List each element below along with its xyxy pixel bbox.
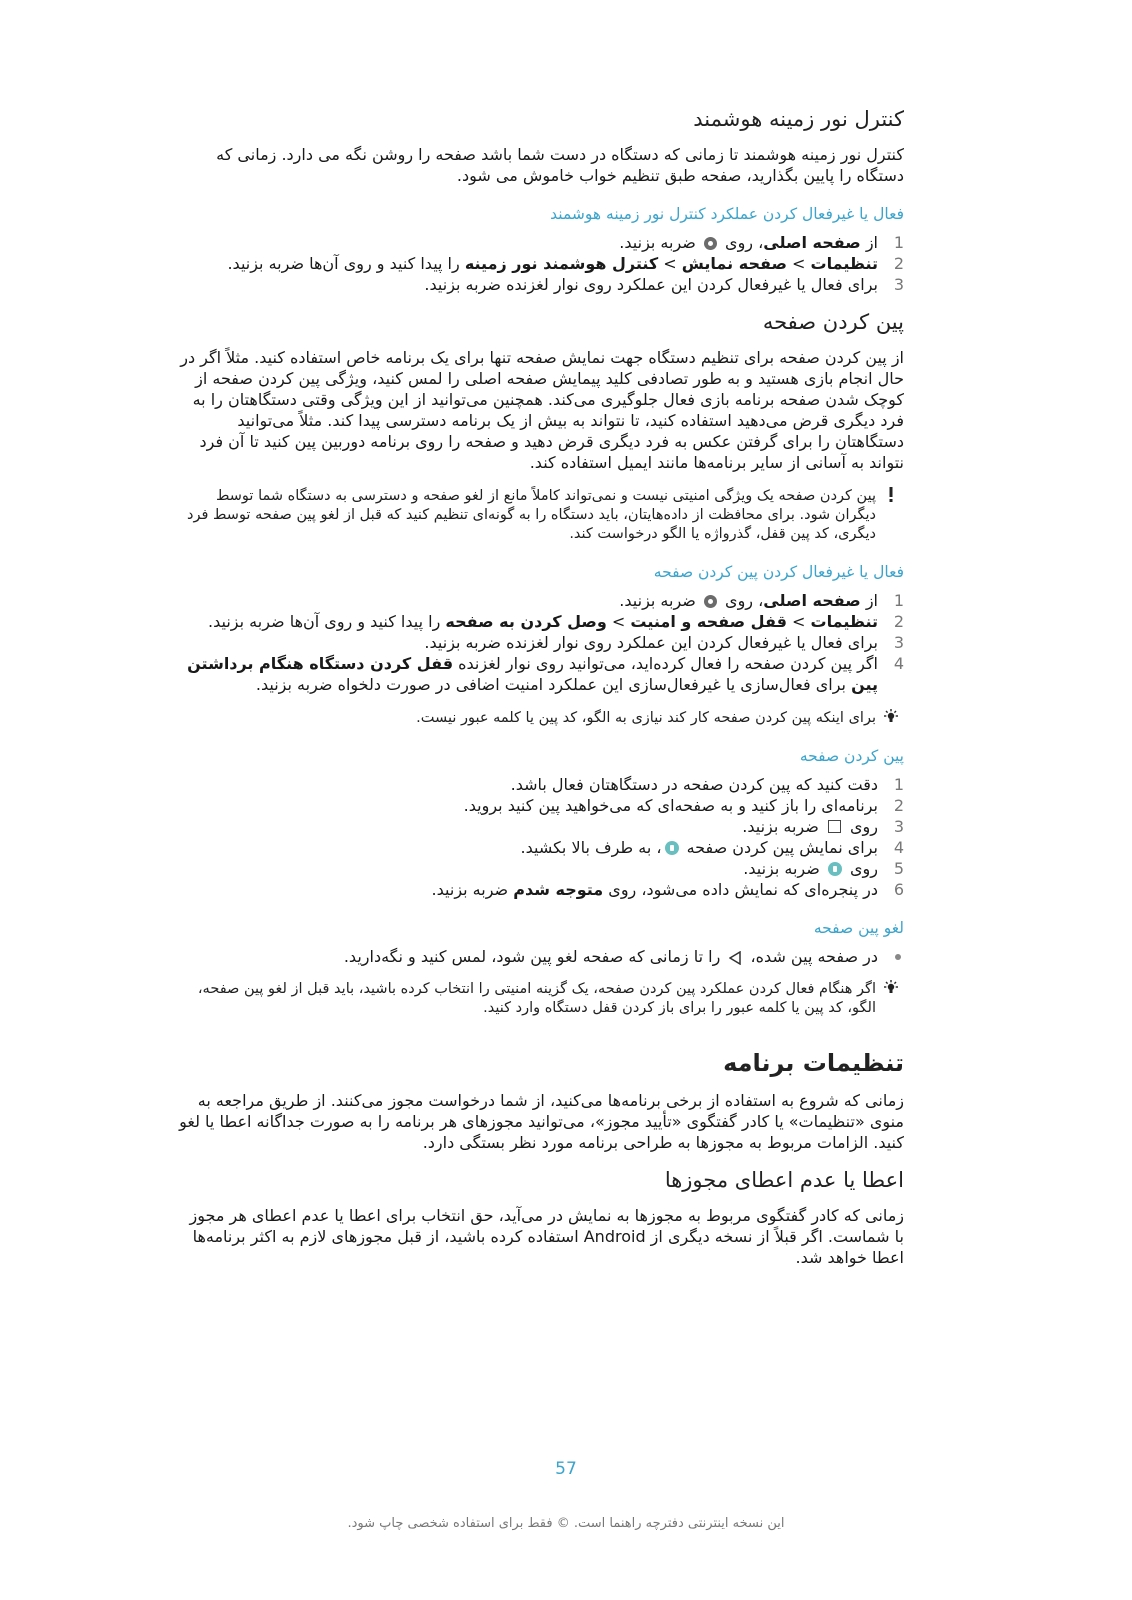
subheading-toggle-screen-pinning: فعال یا غیرفعال کردن پین کردن صفحه: [653, 563, 904, 581]
section-title-screen-pinning: پین کردن صفحه: [762, 310, 904, 334]
pin-icon: [665, 841, 679, 855]
back-triangle-icon: [729, 949, 741, 970]
tip-note: برای اینکه پین کردن صفحه کار کند نیازی به الگو، کد پین یا کلمه عبور نیست.: [179, 709, 904, 728]
list-item: 1 دقت کنید که پین کردن صفحه در دستگاهتان فعال باشد.: [510, 775, 904, 794]
list-item: 1 از صفحه اصلی، روی ضربه بزنید.: [619, 591, 904, 610]
bullet-dot: [895, 954, 901, 960]
pin-icon: [828, 862, 842, 876]
page-number: 57: [555, 1459, 577, 1479]
lightbulb-icon: [882, 980, 900, 999]
list-item: 4 برای نمایش پین کردن صفحه ، به طرف بالا بکشید.: [520, 838, 904, 857]
list-item: 3 برای فعال یا غیرفعال کردن این عملکرد روی نوار لغزنده ضربه بزنید.: [424, 633, 904, 652]
warning-note: پین کردن صفحه یک ویژگی امنیتی نیست و نمی‌تواند کاملاً مانع از لغو صفحه و دسترسی به دستگاه شما توسط دیگران شود. برای محافظت از داده‌هایتان، باید دستگاه را به گونه‌ای تنظیم کنید که قبل از لغو پین صفحه توسط فرد دیگری، کد پین قفل، گذرواژه یا الگو درخواست کند.: [179, 487, 904, 544]
exclamation-icon: [882, 487, 900, 506]
list-item: 3 برای فعال یا غیرفعال کردن این عملکرد روی نوار لغزنده ضربه بزنید.: [424, 275, 904, 294]
overview-square-icon: [828, 820, 841, 833]
list-item: 2 تنظیمات > صفحه نمایش > کنترل هوشمند نور زمینه را پیدا کنید و روی آن‌ها ضربه بزنید.: [227, 254, 904, 273]
list-item: 1 از صفحه اصلی، روی ضربه بزنید.: [619, 233, 904, 252]
document-page: [179, 106, 904, 1282]
screen-pinning-paragraph: از پین کردن صفحه برای تنظیم دستگاه جهت نمایش صفحه تنها برای یک برنامه خاص استفاده کنید. مثلاً اگر در حال انجام بازی هستید و به طور تصادفی کلید پیمایش صفحه اصلی را لمس کنید، ویژگی پین کردن صفحه از کوچک شدن صفحه برنامه بازی فعال جلوگیری می‌کند. همچنین می‌توانید از این ویژگی وقتی دستگاهتان را به فرد دیگری قرض می‌دهید استفاده کنید، تا نتواند به بیش از یک برنامه دسترسی پیدا کند. مثلاً می‌توانید دستگاهتان را برای گرفتن عکس به فرد دیگری قرض دهید و صفحه را روی برنامه دوربین پین کنید تا آن فرد نتواند به آسانی از سایر برنامه‌ها مانند ایمیل استفاده کند.: [180, 348, 904, 472]
steps-smart-backlight: [179, 232, 904, 295]
section-title-permissions: اعطا یا عدم اعطای مجوزها: [664, 1168, 904, 1192]
app-settings-paragraph: زمانی که شروع به استفاده از برخی برنامه‌ها می‌کنید، از شما درخواست مجوز می‌کنند. از طریق مراجعه به منوی «تنظیمات» یا کادر گفتگوی «تأیید مجوز»، می‌توانید مجوزهای هر برنامه را به صورت جداگانه اعطا یا لغو کنید. الزامات مربوط به مجوزها به طراحی برنامه مورد نظر بستگی دارد.: [179, 1091, 904, 1152]
settings-gear-icon: [704, 595, 717, 608]
subheading-unpin-screen: لغو پین صفحه: [813, 919, 904, 937]
tip-note: اگر هنگام فعال کردن عملکرد پین کردن صفحه، یک گزینه امنیتی را انتخاب کرده باشید، باید قبل از لغو پین صفحه، الگو، کد پین یا کلمه عبور را برای باز کردن قفل دستگاه وارد کنید.: [179, 980, 904, 1018]
smart-backlight-paragraph: کنترل نور زمینه هوشمند تا زمانی که دستگاه در دست شما باشد صفحه را روشن نگه می دارد. زمانی که دستگاه را پایین بگذارید، صفحه طبق تنظیم خواب خاموش می شود.: [216, 145, 904, 185]
steps-screen-pinning: [179, 590, 904, 695]
subheading-pin-screen: پین کردن صفحه: [799, 747, 904, 765]
list-item: 4 اگر پین کردن صفحه را فعال کرده‌اید، می‌توانید روی نوار لغزنده قفل کردن دستگاه هنگام برداشتن پین برای فعال‌سازی یا غیرفعال‌سازی این عملکرد امنیت اضافی در صورت دلخواه ضربه بزنید.: [187, 654, 904, 694]
list-item: 6 در پنجره‌ای که نمایش داده می‌شود، روی متوجه شدم ضربه بزنید.: [431, 880, 904, 899]
settings-gear-icon: [704, 237, 717, 250]
permissions-paragraph: زمانی که کادر گفتگوی مربوط به مجوزها به نمایش در می‌آید، حق انتخاب برای اعطا یا عدم اعطای هر مجوز با شماست. اگر قبلاً از نسخه دیگری از Android استفاده کرده باشید، از قبل مجوزهای لازم به اکثر برنامه‌ها اعطا خواهد شد.: [189, 1206, 904, 1267]
list-item: 3 روی ضربه بزنید.: [742, 817, 904, 836]
list-item: 2 تنظیمات > قفل صفحه و امنیت > وصل کردن به صفحه را پیدا کنید و روی آن‌ها ضربه بزنید.: [208, 612, 904, 631]
footer-note: این نسخه اینترنتی دفترچه راهنما است. © فقط برای استفاده شخصی چاپ شود.: [347, 1516, 785, 1531]
subheading-toggle-smart-backlight: فعال یا غیرفعال کردن عملکرد کنترل نور زمینه هوشمند: [550, 205, 904, 223]
lightbulb-icon: [882, 709, 900, 728]
section-title-app-settings: تنظیمات برنامه: [723, 1049, 904, 1077]
steps-pin-screen: [179, 774, 904, 900]
bullets-unpin: [179, 946, 904, 970]
list-item: 2 برنامه‌ای را باز کنید و به صفحه‌ای که می‌خواهید پین کنید بروید.: [463, 796, 904, 815]
list-item: در صفحه پین شده، را تا زمانی که صفحه لغو پین شود، لمس کنید و نگه‌دارید.: [179, 946, 904, 970]
list-item: 5 روی ضربه بزنید.: [743, 859, 904, 878]
section-title-smart-backlight: کنترل نور زمینه هوشمند: [693, 107, 904, 131]
